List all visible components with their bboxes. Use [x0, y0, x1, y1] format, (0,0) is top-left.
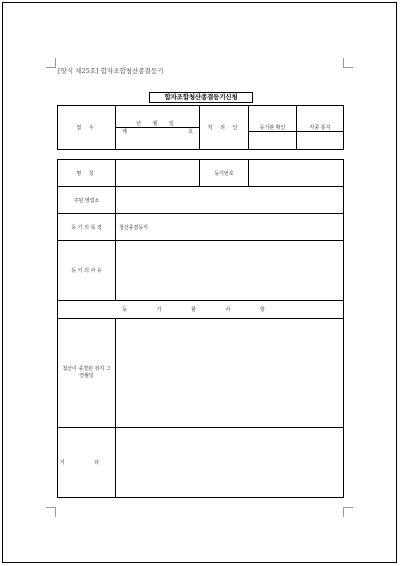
reg-no-value-cell[interactable] [249, 160, 344, 187]
notice-label: 각종 통지 [297, 124, 343, 132]
office-value-cell[interactable] [116, 187, 344, 214]
reason-label: 등 기 의 사 유 [58, 241, 116, 301]
form-name: 합자조합청산종결등기 [100, 67, 164, 75]
items-header: 등 기 할 사 항 [58, 301, 344, 319]
receipt-number-suffix: 호 [188, 129, 193, 135]
reason-value-cell[interactable] [116, 241, 344, 301]
crop-mark-bottom-right [343, 507, 353, 517]
name-label: 명 칭 [58, 160, 116, 187]
receipt-date-header: 년 월 일 [116, 120, 199, 128]
cause-label: 등 기 의 목 적 [58, 214, 116, 241]
crop-mark-bottom-left [46, 507, 56, 517]
receipt-table [57, 105, 344, 150]
crop-mark-top-left [46, 58, 56, 68]
other-value-cell[interactable] [116, 428, 344, 498]
name-value-cell[interactable] [116, 160, 200, 187]
receipt-label: 접 수 [58, 106, 116, 150]
completion-label: 청산이 종결된 취지 그 연월일 [58, 319, 116, 428]
crop-mark-top-right [343, 58, 353, 68]
reg-no-label: 등기번호 [200, 160, 249, 187]
cause-value[interactable]: 청산종결등기 [116, 214, 344, 241]
form-number: [양식 제25호] [58, 67, 99, 75]
registrar-check-label: 등기관 확인 [249, 124, 296, 132]
receipt-date-number-cell[interactable] [116, 106, 200, 150]
form-title: 합자조합청산종결등기신청 [149, 92, 253, 103]
application-table [57, 159, 344, 498]
notice-cell[interactable] [297, 106, 344, 150]
registrar-check-cell[interactable] [249, 106, 297, 150]
receipt-number-prefix: 제 [122, 129, 127, 135]
form-number-label [58, 66, 163, 75]
office-label: 주된 영업소 [58, 187, 116, 214]
completion-value-cell[interactable] [116, 319, 344, 428]
other-label: 기 타 [58, 428, 116, 498]
handler-label: 처 리 인 [200, 106, 249, 150]
